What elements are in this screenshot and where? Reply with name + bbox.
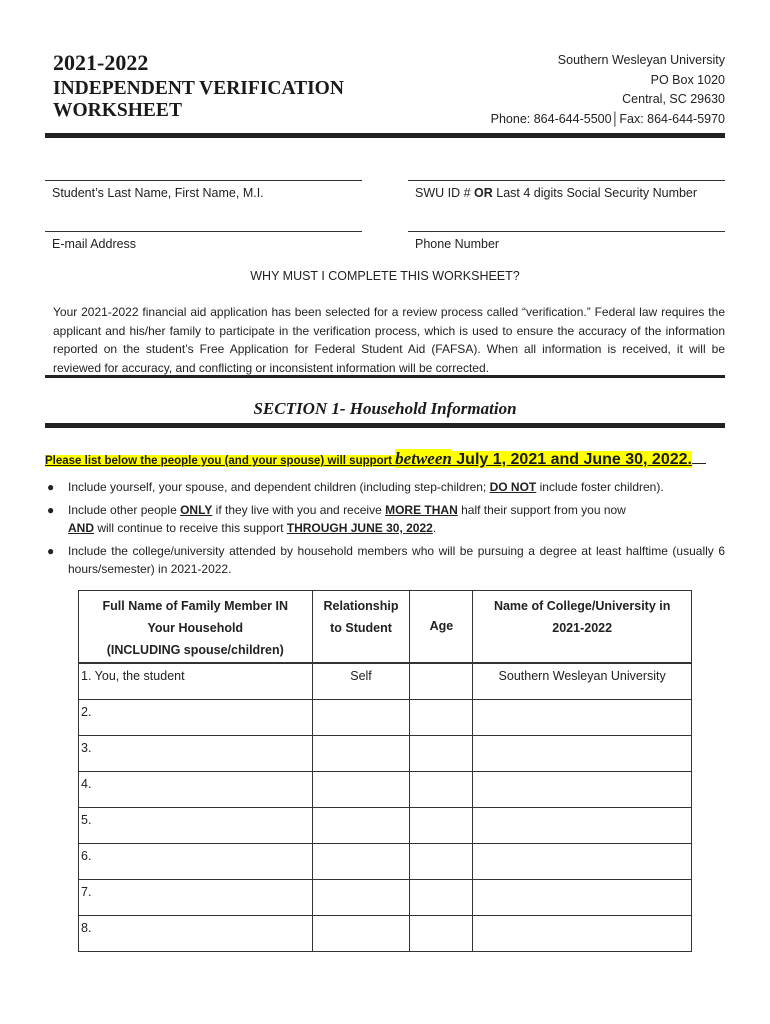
swu-id-label — [415, 186, 725, 200]
title-line-2: WORKSHEET — [53, 100, 182, 121]
why-body: Your 2021-2022 financial aid application has been selected for a review process called “verification.” Federal law requires the applicant and his/her family to participate in the verification process, which is used to ensure the accuracy of the information reported on the student’s Free Application for Federal Student Aid (FAFSA). When all information is received, it will be reviewed for accuracy, and conflicting or inconsistent information will be corrected. — [53, 305, 725, 375]
title-line-1: INDEPENDENT VERIFICATION — [53, 78, 344, 99]
address-line: Phone: 864-644-5500│Fax: 864-644-5970 — [490, 111, 725, 126]
swu-id-label-or: OR — [474, 186, 493, 200]
cell-age[interactable] — [410, 880, 473, 916]
bullet-1-text: Include yourself, your spouse, and dependent children (including step-children; — [68, 480, 490, 494]
table-row — [79, 700, 692, 736]
bullet-item — [45, 478, 725, 497]
phone-label: Phone Number — [415, 237, 500, 251]
cell-age[interactable] — [410, 844, 473, 880]
header-college-line: 2021-2022 — [552, 621, 613, 635]
section-1-title: SECTION 1- Household Information — [253, 399, 517, 418]
cell-name[interactable]: 3. — [79, 736, 313, 772]
address-line: Central, SC 29630 — [622, 92, 725, 106]
cell-relationship[interactable] — [312, 844, 410, 880]
swu-id-label-suffix: Last 4 digits Social Security Number — [492, 186, 698, 200]
bullet-dot-icon: ● — [47, 543, 55, 558]
instruction-dates: July 1, 2021 and June 30, 2022. — [451, 451, 692, 468]
table-row — [79, 844, 692, 880]
instruction-part-1: Please list below the people you (and your spouse) will support — [45, 455, 396, 467]
instruction-bullets — [45, 478, 725, 583]
header-college-line: Name of College/University in — [493, 599, 671, 613]
cell-age[interactable] — [410, 736, 473, 772]
cell-age[interactable] — [410, 916, 473, 952]
cell-age[interactable] — [410, 663, 473, 700]
column-header-name — [79, 591, 313, 663]
student-name-field[interactable] — [45, 180, 362, 200]
cell-relationship[interactable] — [312, 772, 410, 808]
table-row — [79, 916, 692, 952]
table-header-row — [79, 591, 692, 663]
cell-relationship[interactable] — [312, 736, 410, 772]
bullet-1-emphasis: DO NOT — [489, 480, 537, 494]
cell-college[interactable] — [473, 808, 692, 844]
cell-name[interactable]: 5. — [79, 808, 313, 844]
why-heading: WHY MUST I COMPLETE THIS WORKSHEET? — [250, 269, 520, 283]
household-table — [78, 590, 692, 952]
section-1-divider — [45, 423, 725, 428]
cell-college[interactable]: Southern Wesleyan University — [473, 663, 692, 700]
cell-relationship[interactable] — [312, 880, 410, 916]
cell-relationship[interactable] — [312, 700, 410, 736]
table-row — [79, 808, 692, 844]
cell-name[interactable]: 8. — [79, 916, 313, 952]
header-name-line: Full Name of Family Member IN — [102, 599, 288, 613]
swu-id-line — [408, 180, 725, 181]
cell-college[interactable] — [473, 844, 692, 880]
cell-age[interactable] — [410, 700, 473, 736]
bullet-1-text-end: include foster children). — [536, 480, 664, 494]
bullet-2-text: Include other people — [68, 502, 181, 517]
bullet-2-text: . — [432, 521, 437, 535]
email-field[interactable] — [45, 231, 362, 251]
cell-name[interactable]: 2. — [79, 700, 313, 736]
column-header-age: Age — [410, 591, 473, 663]
table-row — [79, 772, 692, 808]
cell-college[interactable] — [473, 700, 692, 736]
cell-relationship[interactable]: Self — [312, 663, 410, 700]
cell-college[interactable] — [473, 880, 692, 916]
cell-name[interactable]: 7. — [79, 880, 313, 916]
cell-age[interactable] — [410, 772, 473, 808]
cell-relationship[interactable] — [312, 808, 410, 844]
student-name-label: Student’s Last Name, First Name, M.I. — [52, 186, 264, 200]
table-row — [79, 663, 692, 700]
bullet-2-more-than: MORE THAN — [385, 502, 458, 517]
header-divider — [45, 133, 725, 138]
bullet-item — [45, 542, 725, 579]
swu-id-field[interactable] — [408, 180, 725, 200]
cell-relationship[interactable] — [312, 916, 410, 952]
cell-college[interactable] — [473, 772, 692, 808]
header-relationship-line: to Student — [330, 621, 392, 635]
email-line — [45, 231, 362, 232]
bullet-2-and: AND — [68, 521, 94, 535]
bullet-2-text: will continue to receive this support — [94, 521, 287, 535]
intro-divider — [45, 375, 725, 378]
instruction-between: between — [395, 449, 452, 468]
bullet-3-text: Include the college/university attended by household members who will be pursuing a degree at least halftime (usually 6 hours/semester) in 2021-2022. — [68, 543, 725, 576]
cell-name[interactable]: 1. You, the student — [79, 663, 313, 700]
document-title — [53, 50, 344, 122]
bullet-2-text: if they live with you and receive — [212, 502, 386, 517]
bullet-item — [45, 501, 725, 538]
phone-field[interactable] — [408, 231, 725, 251]
cell-age[interactable] — [410, 808, 473, 844]
bullet-2-through: THROUGH JUNE 30, 2022 — [286, 521, 433, 535]
household-instruction — [45, 449, 725, 469]
table-row — [79, 736, 692, 772]
bullet-2-only: ONLY — [180, 502, 213, 517]
cell-college[interactable] — [473, 916, 692, 952]
email-label: E-mail Address — [52, 237, 137, 251]
header-name-line: Your Household — [147, 621, 244, 635]
cell-college[interactable] — [473, 736, 692, 772]
bullet-2-text: half their support from you now — [457, 502, 626, 517]
table-row — [79, 880, 692, 916]
header-name-line: (INCLUDING spouse/children) — [106, 643, 284, 657]
header-relationship-line: Relationship — [323, 599, 399, 613]
cell-name[interactable]: 4. — [79, 772, 313, 808]
bullet-dot-icon: ● — [47, 502, 55, 517]
cell-name[interactable]: 6. — [79, 844, 313, 880]
address-line: Southern Wesleyan University — [557, 53, 725, 67]
column-header-relationship — [312, 591, 410, 663]
swu-id-label-prefix: SWU ID # — [415, 186, 475, 200]
title-year: 2021-2022 — [53, 50, 149, 75]
instruction-underline-tail — [692, 453, 706, 464]
student-name-line — [45, 180, 362, 181]
bullet-dot-icon: ● — [47, 480, 55, 494]
university-address — [491, 51, 725, 129]
phone-line — [408, 231, 725, 232]
column-header-college — [473, 591, 692, 663]
address-line: PO Box 1020 — [650, 72, 725, 87]
